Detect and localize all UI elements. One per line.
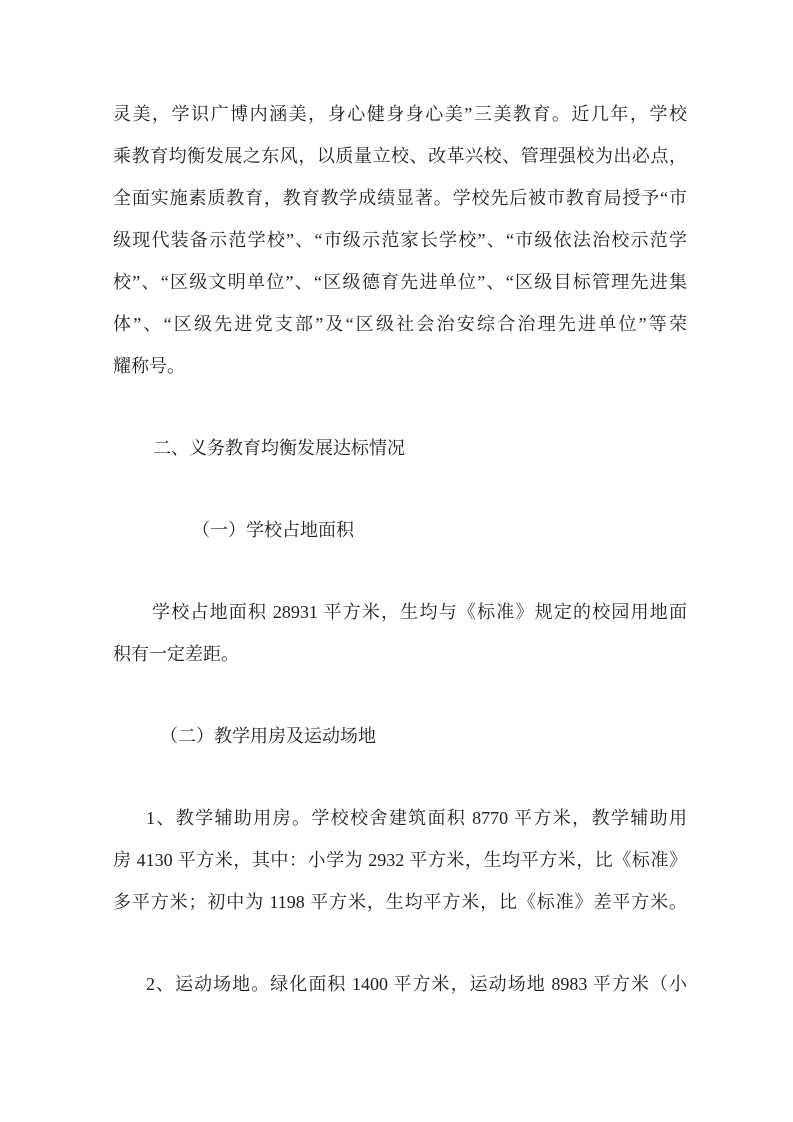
heading-text: （二）教学用房及运动场地	[160, 726, 376, 746]
text-line: 房 4130 平方米，其中：小学为 2932 平方米，生均平方米，比《标准》	[113, 850, 687, 870]
text-line: 1、教学辅助用房。学校校舍建筑面积 8770 平方米，教学辅助用	[146, 808, 687, 828]
text-line: 2、运动场地。绿化面积 1400 平方米，运动场地 8983 平方米（小	[146, 974, 687, 994]
subsection-heading-2-2	[113, 715, 687, 757]
subsection-heading-2-1	[113, 509, 687, 551]
paragraph-sports-ground	[113, 963, 687, 1005]
section-heading-2	[113, 427, 687, 469]
text-line: 体”、“区级先进党支部”及“区级社会治安综合治理先进单位”等荣	[113, 314, 687, 334]
heading-text: 二、义务教育均衡发展达标情况	[153, 438, 405, 458]
text-line: 全面实施素质教育，教育教学成绩显著。学校先后被市教育局授予“市	[113, 188, 687, 208]
heading-text: （一）学校占地面积	[192, 520, 354, 540]
paragraph-teaching-rooms	[113, 797, 687, 923]
text-line: 级现代装备示范学校”、“市级示范家长学校”、“市级依法治校示范学	[113, 230, 687, 250]
text-line: 乘教育均衡发展之东风，以质量立校、改革兴校、管理强校为出必点，	[113, 146, 687, 166]
text-line: 学校占地面积 28931 平方米，生均与《标准》规定的校园用地面	[152, 602, 687, 622]
text-line: 灵美，学识广博内涵美，身心健身身心美”三美教育。近几年，学校	[113, 104, 687, 124]
text-line: 多平方米；初中为 1198 平方米，生均平方米，比《标准》差平方米。	[113, 892, 687, 912]
text-line: 校”、“区级文明单位”、“区级德育先进单位”、“区级目标管理先进集	[113, 272, 687, 292]
paragraph-land-area	[113, 591, 687, 675]
paragraph-school-honors	[113, 93, 687, 387]
text-line: 积有一定差距。	[113, 644, 239, 664]
page-text-block	[113, 93, 687, 1045]
text-line: 耀称号。	[113, 356, 185, 376]
